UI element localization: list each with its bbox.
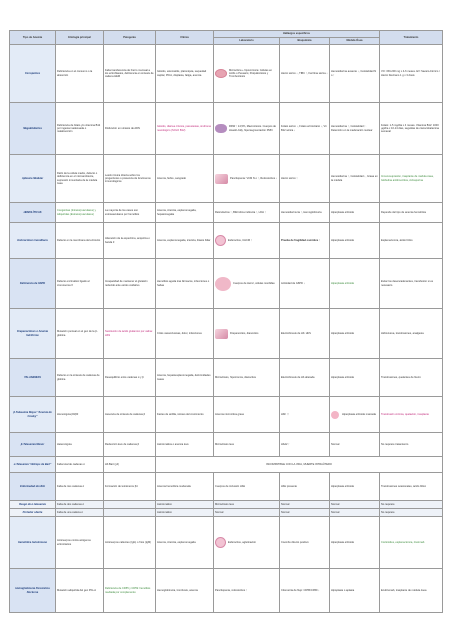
cell-medula: Hemosiderina ausente ↓, Celularidad N o ↑ bbox=[330, 45, 380, 103]
cell-image bbox=[215, 174, 228, 184]
cell-medula: Normal bbox=[330, 501, 380, 509]
cell-bioquimica: Coombs directo positivo bbox=[280, 517, 330, 569]
cell-laboratorio: Drepanocitos, dianocitos bbox=[214, 309, 280, 359]
cell-medula: Hipoplasia o aplasia bbox=[330, 569, 380, 613]
header-patogenia: Patogenia bbox=[104, 31, 156, 45]
cell-tratamiento: Transfusiones ocasionales, ácido fólico bbox=[380, 473, 443, 501]
cell-clinica: Hemoglobinuria, trombosis, anemia bbox=[156, 569, 214, 613]
cell-bioquimica: Hemosiderinuria ↑, Hemoglobinuria bbox=[280, 203, 330, 223]
cell-clinica: Crisis vasooclusivas, dolor, infecciones bbox=[156, 309, 214, 359]
cell-tratamiento: Depende del tipo de anemia hemolítica bbox=[380, 203, 443, 223]
cell-tipo: β-Talasemia Menor bbox=[10, 433, 56, 457]
cell-clinica: Asintomático bbox=[156, 501, 214, 509]
cell-laboratorio: Esferocitos, aglutinación bbox=[214, 517, 280, 569]
cell-etiologia: Deficiencia en el consumo o la absorción bbox=[56, 45, 104, 103]
cell-clinica: Asintomático bbox=[156, 509, 214, 517]
cell-etiologia: Heterocigota bbox=[56, 433, 104, 457]
cell-etiologia: Falta de tres cadenas α bbox=[56, 473, 104, 501]
anemia-table bbox=[9, 30, 443, 613]
cell-tipo: α-Talasemia "Hidrops de Bart" bbox=[10, 457, 56, 473]
cell-clinica: Glositis, estomatitis, platoniquia, sequedad capilar, PICA, displasia, fatiga, anemia bbox=[156, 45, 214, 103]
header-tipo: Tipo de Anemia bbox=[10, 31, 56, 45]
header-etiologia: Etiología principal bbox=[56, 31, 104, 45]
cell-patogenia: Reducción leve de cadenas β bbox=[104, 433, 156, 457]
table-row bbox=[10, 155, 443, 203]
cell-tipo: Esferocitosis hereditaria bbox=[10, 223, 56, 259]
cell-tratamiento: Evitar los desencadenantes, transfusión si es necesario bbox=[380, 259, 443, 309]
cell-image bbox=[215, 235, 226, 246]
cell-etiologia: Defecto enzimático ligado al cromosoma X bbox=[56, 259, 104, 309]
cell-etiologia: Anticuerpos contra antígenos eritrocitarios bbox=[56, 517, 104, 569]
cell-patogenia: Alteración de la espectrina, anquirina o banda 3 bbox=[104, 223, 156, 259]
cell-medula: Hiperplasia eritroide bbox=[330, 473, 380, 501]
table-row bbox=[10, 397, 443, 433]
header-tratamiento: Tratamiento bbox=[380, 31, 443, 45]
header-clinica: Clínica bbox=[156, 31, 214, 45]
cell-medula: Hiperplasia eritroide bbox=[330, 203, 380, 223]
table-row bbox=[10, 457, 443, 473]
table-row bbox=[10, 259, 443, 309]
cell-tratamiento: Hidroxiurea, transfusiones, analgesia bbox=[380, 309, 443, 359]
cell-bioquimica: Electroforesis de Hb alterada bbox=[280, 359, 330, 397]
cell-patogenia bbox=[104, 501, 156, 509]
cell-medula: Hiperplasia eritroide bbox=[330, 359, 380, 397]
cell-tipo: TALASEMIAS bbox=[10, 359, 56, 397]
cell-clinica: Anemia, esplenomegalia, ictericia, litiasis biliar bbox=[156, 223, 214, 259]
cell-laboratorio: Anemia microcítica grave bbox=[214, 397, 280, 433]
cell-clinica: Anemia, fiebre, sangrado bbox=[156, 155, 214, 203]
header-hallazgos: Hallazgos específicos bbox=[214, 31, 380, 38]
cell-bioquimica: Citometría de flujo: CD55/CD59 ↓ bbox=[280, 569, 330, 613]
cell-etiologia: Falta de dos cadenas α bbox=[56, 501, 104, 509]
cell-medula: Hiperplasia eritroide bbox=[330, 223, 380, 259]
cell-etiologia: Defecto en la membrana del eritrocito bbox=[56, 223, 104, 259]
cell-medula: Hemosiderina ↑, Celularidad ↑. Detención en la maduración nuclear bbox=[330, 103, 380, 155]
table-row bbox=[10, 103, 443, 155]
table-row bbox=[10, 309, 443, 359]
cell-patogenia: Disfunción en síntesis de ADN bbox=[104, 103, 156, 155]
table-row bbox=[10, 569, 443, 613]
cell-etiologia: Mutación adquirida del gen PIG-A bbox=[56, 569, 104, 613]
table-row bbox=[10, 433, 443, 457]
header-medula: Médula Ósea bbox=[330, 38, 380, 45]
cell-medula: Normal bbox=[330, 509, 380, 517]
table-row bbox=[10, 501, 443, 509]
cell-bioquimica: HbA2 ↑ bbox=[280, 433, 330, 457]
cell-laboratorio: Pancitopenia, reticulocitos ↑ bbox=[214, 569, 280, 613]
cell-laboratorio: Cuerpos de Heinz, células mordidas bbox=[214, 259, 280, 309]
cell-patogenia: Deficiencia de CD55 y CD59: hemólisis mediada por complemento bbox=[104, 569, 156, 613]
table-row bbox=[10, 359, 443, 397]
cell-tratamiento: Esplenectomía, ácido fólico bbox=[380, 223, 443, 259]
cell-laboratorio: Esferocitos, CHCM ↑ bbox=[214, 223, 280, 259]
cell-tratamiento: Inmunosupresión, trasplante de médula ósea, Globulina antitimocítica, ciclosporina bbox=[380, 155, 443, 203]
table-row bbox=[10, 203, 443, 223]
cell-clinica: Anemia hemolítica moderada bbox=[156, 473, 214, 501]
header-laboratorio: Laboratorio bbox=[214, 38, 280, 45]
cell-etiologia: Daño de la célula madre, defecto o deficiencia en el microambiente, supresión inmunitaria de la médula ósea bbox=[56, 155, 104, 203]
cell-patogenia: Ausencia de síntesis de cadenas β bbox=[104, 397, 156, 433]
cell-tipo: Aplásica Medular bbox=[10, 155, 56, 203]
cell-patogenia: Lesión tóxica directa sobre los progenitores o presencia de fenómenos inmunológicos bbox=[104, 155, 156, 203]
cell-etiologia: Deficiencia de folato y/o vitamina B12 por ingesta inadecuada o malabsorción bbox=[56, 103, 104, 155]
cell-etiologia: Homocigota β0/β0 bbox=[56, 397, 104, 433]
cell-etiologia: Falta total de cadenas α bbox=[56, 457, 104, 473]
cell-tipo: β-Talasemia Mayor "Anemia de Cooley" bbox=[10, 397, 56, 433]
cell-tratamiento: Transfusión crónica, quelación, trasplante bbox=[380, 397, 443, 433]
cell-clinica: Asintomática o anemia leve bbox=[156, 433, 214, 457]
cell-clinica: Facies de ardilla, retraso del crecimiento bbox=[156, 397, 214, 433]
cell-medula: Hiperplasia eritroide marcada bbox=[330, 397, 380, 433]
cell-medula: Hiperplasia eritroide bbox=[330, 517, 380, 569]
cell-bioquimica: Folato sérico ↓, Folato eritrocitario ↓, Vit B12 sérica ↓ bbox=[280, 103, 330, 155]
cell-medula: Hiperplasia eritroide bbox=[330, 309, 380, 359]
cell-clinica: Anemia, ictericia, esplenomegalia, hepatomegalia bbox=[156, 203, 214, 223]
table-row bbox=[10, 509, 443, 517]
cell-laboratorio: Cuerpos de inclusión HbH bbox=[214, 473, 280, 501]
cell-tipo: Enfermedad de HbH bbox=[10, 473, 56, 501]
cell-medula: Hemosiderina ↑, Celularidad ↓, Grasa en la médula bbox=[330, 155, 380, 203]
cell-patogenia: Formación de tetrámeros β4 bbox=[104, 473, 156, 501]
cell-tratamiento: No requiere bbox=[380, 509, 443, 517]
cell-image bbox=[215, 124, 227, 133]
cell-clinica: Hemólisis aguda tras fármacos, infecciones o habas bbox=[156, 259, 214, 309]
cell-patogenia: Sustitución de ácido glutámico por valina: HbS bbox=[104, 309, 156, 359]
cell-etiologia: Congénitas (Intracorpusculares) y Adquiridas (Extracorpusculares) bbox=[56, 203, 104, 223]
cell-tratamiento: No requiere tratamiento bbox=[380, 433, 443, 457]
cell-bioquimica: Normal bbox=[280, 501, 330, 509]
cell-etiologia: Defecto en la síntesis de cadenas de globina bbox=[56, 359, 104, 397]
cell-tratamiento: Eculizumab, trasplante de médula ósea bbox=[380, 569, 443, 613]
table-body bbox=[10, 45, 443, 613]
cell-clinica: INCOMPATIBLE CON LA VIDA, MUERTE INTRAÚTERO bbox=[156, 457, 443, 473]
cell-laboratorio: Microcitosis leve bbox=[214, 433, 280, 457]
cell-tipo: Drepanocitosis o Anemia falciforme bbox=[10, 309, 56, 359]
cell-image bbox=[215, 329, 228, 339]
cell-tratamiento: Corticoides, esplenectomía, rituximab bbox=[380, 517, 443, 569]
cell-bioquimica: Electroforesis de Hb: HbS bbox=[280, 309, 330, 359]
cell-laboratorio: Normal bbox=[214, 509, 280, 517]
cell-bioquimica: Hierro sérico ↑ bbox=[280, 155, 330, 203]
cell-tipo: Hemoglobinuria Paroxística Nocturna bbox=[10, 569, 56, 613]
cell-laboratorio: Microcitosis leve bbox=[214, 501, 280, 509]
cell-laboratorio: Microcítica + hipocrómica: Células en Anillo o Pessario; Poiquilocitosis y Trombocitosis bbox=[214, 45, 280, 103]
header-bioquimica: Bioquímica bbox=[280, 38, 330, 45]
cell-clinica: Anemia, ictericia, esplenomegalia bbox=[156, 517, 214, 569]
cell-patogenia: Incapacidad de mantener el glutatión reducido ante estrés oxidativo bbox=[104, 259, 156, 309]
cell-bioquimica: Actividad de G6PD ↓ bbox=[280, 259, 330, 309]
cell-tipo: Portador silente bbox=[10, 509, 56, 517]
cell-tipo: Deficiencia de G6PD bbox=[10, 259, 56, 309]
cell-medula: Hiperplasia eritroide bbox=[330, 259, 380, 309]
cell-tratamiento: Transfusiones, quelantes de hierro bbox=[380, 359, 443, 397]
cell-clinica: Anemia, hepatoesplenomegalia, deformidades óseas bbox=[156, 359, 214, 397]
cell-bioquimica: Hierro sérico ↓, TIBC ↑, Ferritina sérica ↓ bbox=[280, 45, 330, 103]
cell-laboratorio: RDW ↑ 14,5%, Macrocitosis. Cuerpos de Howell-Jolly, hipersegmentación PMN bbox=[214, 103, 280, 155]
cell-laboratorio: Reticulocitos ↑, Bilirrubina indirecta ↑, LDH ↑ bbox=[214, 203, 280, 223]
cell-laboratorio: Microcitosis, hipocromía, dianocitos bbox=[214, 359, 280, 397]
cell-bioquimica: HbF ↑↑ bbox=[280, 397, 330, 433]
cell-image bbox=[215, 537, 226, 548]
cell-bioquimica: Normal bbox=[280, 509, 330, 517]
cell-tipo: Megaloblástica bbox=[10, 103, 56, 155]
table-row bbox=[10, 473, 443, 501]
cell-image bbox=[215, 277, 231, 291]
table-row bbox=[10, 517, 443, 569]
cell-laboratorio: Pancitopenia: VCM N o ↑, Reticulocitos ↓ bbox=[214, 155, 280, 203]
cell-tipo: Rasgo de α-talasemia bbox=[10, 501, 56, 509]
cell-clinica: Glositis, diarrea crónica, parestesias, síndrome neurológico (SOLO B12) bbox=[156, 103, 214, 155]
cell-patogenia: Hb Bart (γ4) bbox=[104, 457, 156, 473]
cell-bioquimica: Prueba de fragilidad osmótica ↑ bbox=[280, 223, 330, 259]
cell-bioquimica: HbH presente bbox=[280, 473, 330, 501]
cell-patogenia: Desequilibrio entre cadenas α y β bbox=[104, 359, 156, 397]
cell-tratamiento: Folato: 1-5 mg/día x 4 meses. Vitamina B12: 1000 µg/día x 10-14 días, seguidas de cianocobalamina semanal bbox=[380, 103, 443, 155]
cell-image bbox=[215, 69, 227, 78]
cell-tratamiento: No requiere bbox=[380, 501, 443, 509]
cell-tratamiento: VO: 150-200 mg x 4-6 meses. EV: Sacaro-Férrico / Hierro Dextrano 1 g x 3 dosis bbox=[380, 45, 443, 103]
cell-etiologia: Mutación puntual en el gen de la β-globina bbox=[56, 309, 104, 359]
cell-image bbox=[331, 411, 339, 419]
cell-medula: Normal bbox=[330, 433, 380, 457]
cell-tipo: HEMOLÍTICAS bbox=[10, 203, 56, 223]
cell-patogenia: La mayoría de los casos son extravasculares por hemólisis bbox=[104, 203, 156, 223]
table-row bbox=[10, 223, 443, 259]
cell-tipo: Ferropénica bbox=[10, 45, 56, 103]
cell-patogenia: Anticuerpos calientes (IgG) o fríos (IgM) bbox=[104, 517, 156, 569]
cell-tipo: Hemolítica Autoinmune bbox=[10, 517, 56, 569]
cell-patogenia: Falta transferencia de hierro mucosal a los eritroblastos, deficiencia en síntesis de cadena HEM bbox=[104, 45, 156, 103]
cell-patogenia bbox=[104, 509, 156, 517]
cell-etiologia: Falta de una cadena α bbox=[56, 509, 104, 517]
table-row bbox=[10, 45, 443, 103]
